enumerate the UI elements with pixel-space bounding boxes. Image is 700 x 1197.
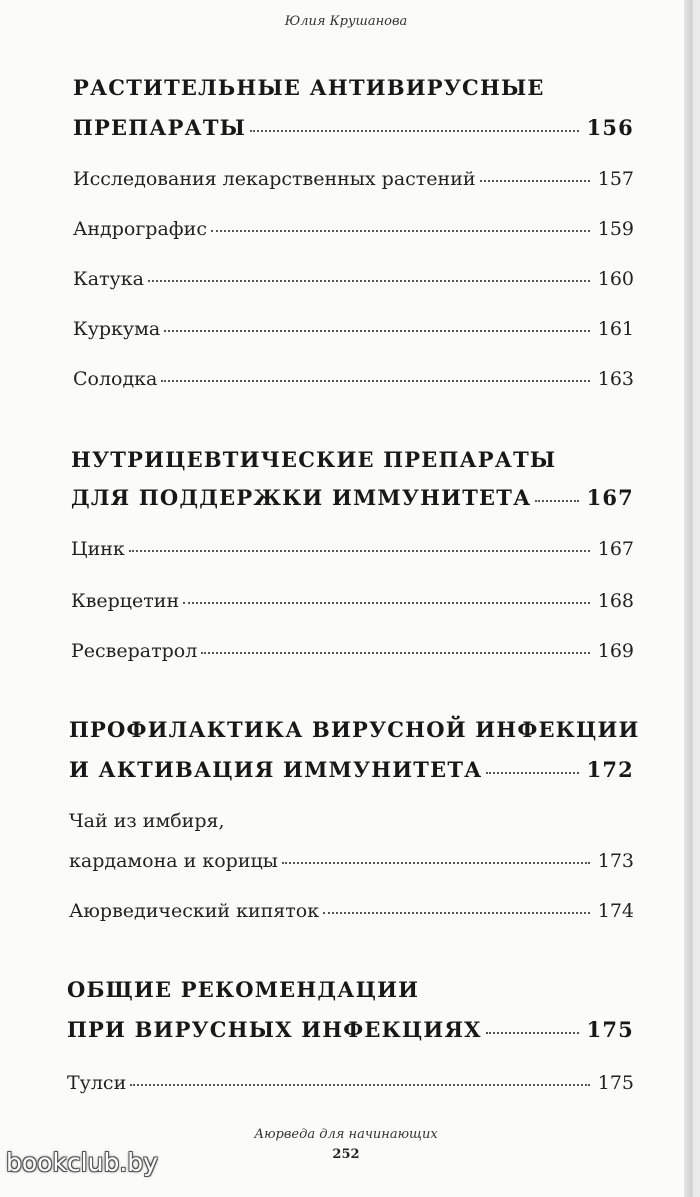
- heading-text: И АКТИВАЦИЯ ИММУНИТЕТА: [69, 757, 483, 782]
- running-head: Юлия Крушанова: [284, 14, 408, 29]
- section-heading-line1: [0, 962, 692, 1002]
- dot-leader: [129, 550, 590, 552]
- toc-entry[interactable]: [0, 150, 692, 190]
- page-number: 175: [597, 1072, 634, 1094]
- page-number: 173: [597, 850, 634, 872]
- toc-entry[interactable]: [0, 100, 692, 140]
- toc-entry[interactable]: [0, 520, 692, 560]
- toc-entry[interactable]: [0, 832, 692, 872]
- dot-leader: [486, 772, 578, 774]
- page-number: 167: [597, 538, 634, 560]
- heading-text: РАСТИТЕЛЬНЫЕ АНТИВИРУСНЫЕ: [73, 75, 545, 100]
- entry-title: Солодка: [73, 368, 158, 390]
- dot-leader: [161, 380, 589, 382]
- toc-entry[interactable]: [0, 200, 692, 240]
- entry-title: Кверцетин: [71, 590, 180, 612]
- folio-page-number: 252: [332, 1147, 360, 1162]
- entry-title: Чай из имбиря,: [69, 810, 225, 832]
- toc-entry[interactable]: [0, 350, 692, 390]
- toc-entry[interactable]: [0, 742, 692, 782]
- section-heading-line1: [0, 702, 692, 742]
- entry-title: Андрографис: [73, 218, 207, 240]
- toc-entry[interactable]: [0, 572, 692, 612]
- page-number: 163: [597, 368, 634, 390]
- heading-text: ДЛЯ ПОДДЕРЖКИ ИММУНИТЕТА: [71, 485, 532, 510]
- entry-title: Куркума: [73, 318, 161, 340]
- dot-leader: [130, 1084, 590, 1086]
- toc-entry[interactable]: [0, 300, 692, 340]
- page-number: 168: [597, 590, 634, 612]
- entry-title: Исследования лекарственных растений: [73, 168, 476, 190]
- page-number: 159: [597, 218, 634, 240]
- toc-entry[interactable]: [0, 470, 692, 510]
- entry-title: Ресвератрол: [71, 640, 198, 662]
- dot-leader: [250, 130, 578, 132]
- page-number: 172: [586, 757, 634, 782]
- page-number: 167: [586, 485, 634, 510]
- page-number: 160: [597, 268, 634, 290]
- page-number: 169: [597, 640, 634, 662]
- dot-leader: [323, 912, 590, 914]
- entry-title: Аюрведический кипяток: [69, 900, 320, 922]
- watermark-logo: bookclub.by: [6, 1148, 158, 1177]
- entry-title: Цинк: [71, 538, 125, 560]
- heading-text: ОБЩИЕ РЕКОМЕНДАЦИИ: [67, 977, 420, 1002]
- dot-leader: [148, 280, 590, 282]
- page-number: 161: [597, 318, 634, 340]
- dot-leader: [183, 602, 590, 604]
- dot-leader: [486, 1032, 579, 1034]
- section-heading-line1: [0, 60, 692, 100]
- toc-entry[interactable]: [0, 622, 692, 662]
- heading-text: НУТРИЦЕВТИЧЕСКИЕ ПРЕПАРАТЫ: [71, 447, 557, 472]
- toc-entry[interactable]: [0, 1054, 692, 1094]
- page-number: 174: [597, 900, 634, 922]
- dot-leader: [480, 180, 590, 182]
- book-title-footer: Аюрведа для начинающих: [254, 1127, 438, 1142]
- dot-leader: [535, 500, 578, 502]
- entry-title: кардамона и корицы: [69, 850, 278, 872]
- toc-entry[interactable]: [0, 882, 692, 922]
- section-heading-line1: [0, 432, 692, 472]
- entry-title-line1: [0, 792, 692, 832]
- entry-title: Катука: [73, 268, 144, 290]
- toc-entry[interactable]: [0, 250, 692, 290]
- dot-leader: [282, 862, 590, 864]
- heading-text: ПРЕПАРАТЫ: [73, 115, 247, 140]
- dot-leader: [201, 652, 589, 654]
- heading-text: ПРОФИЛАКТИКА ВИРУСНОЙ ИНФЕКЦИИ: [69, 717, 640, 742]
- heading-text: ПРИ ВИРУСНЫХ ИНФЕКЦИЯХ: [67, 1017, 482, 1042]
- toc-entry[interactable]: [0, 1002, 692, 1042]
- dot-leader: [211, 230, 590, 232]
- page-number: 157: [597, 168, 634, 190]
- page-number: 175: [586, 1017, 634, 1042]
- dot-leader: [164, 330, 590, 332]
- entry-title: Тулси: [67, 1072, 127, 1094]
- page-number: 156: [586, 115, 634, 140]
